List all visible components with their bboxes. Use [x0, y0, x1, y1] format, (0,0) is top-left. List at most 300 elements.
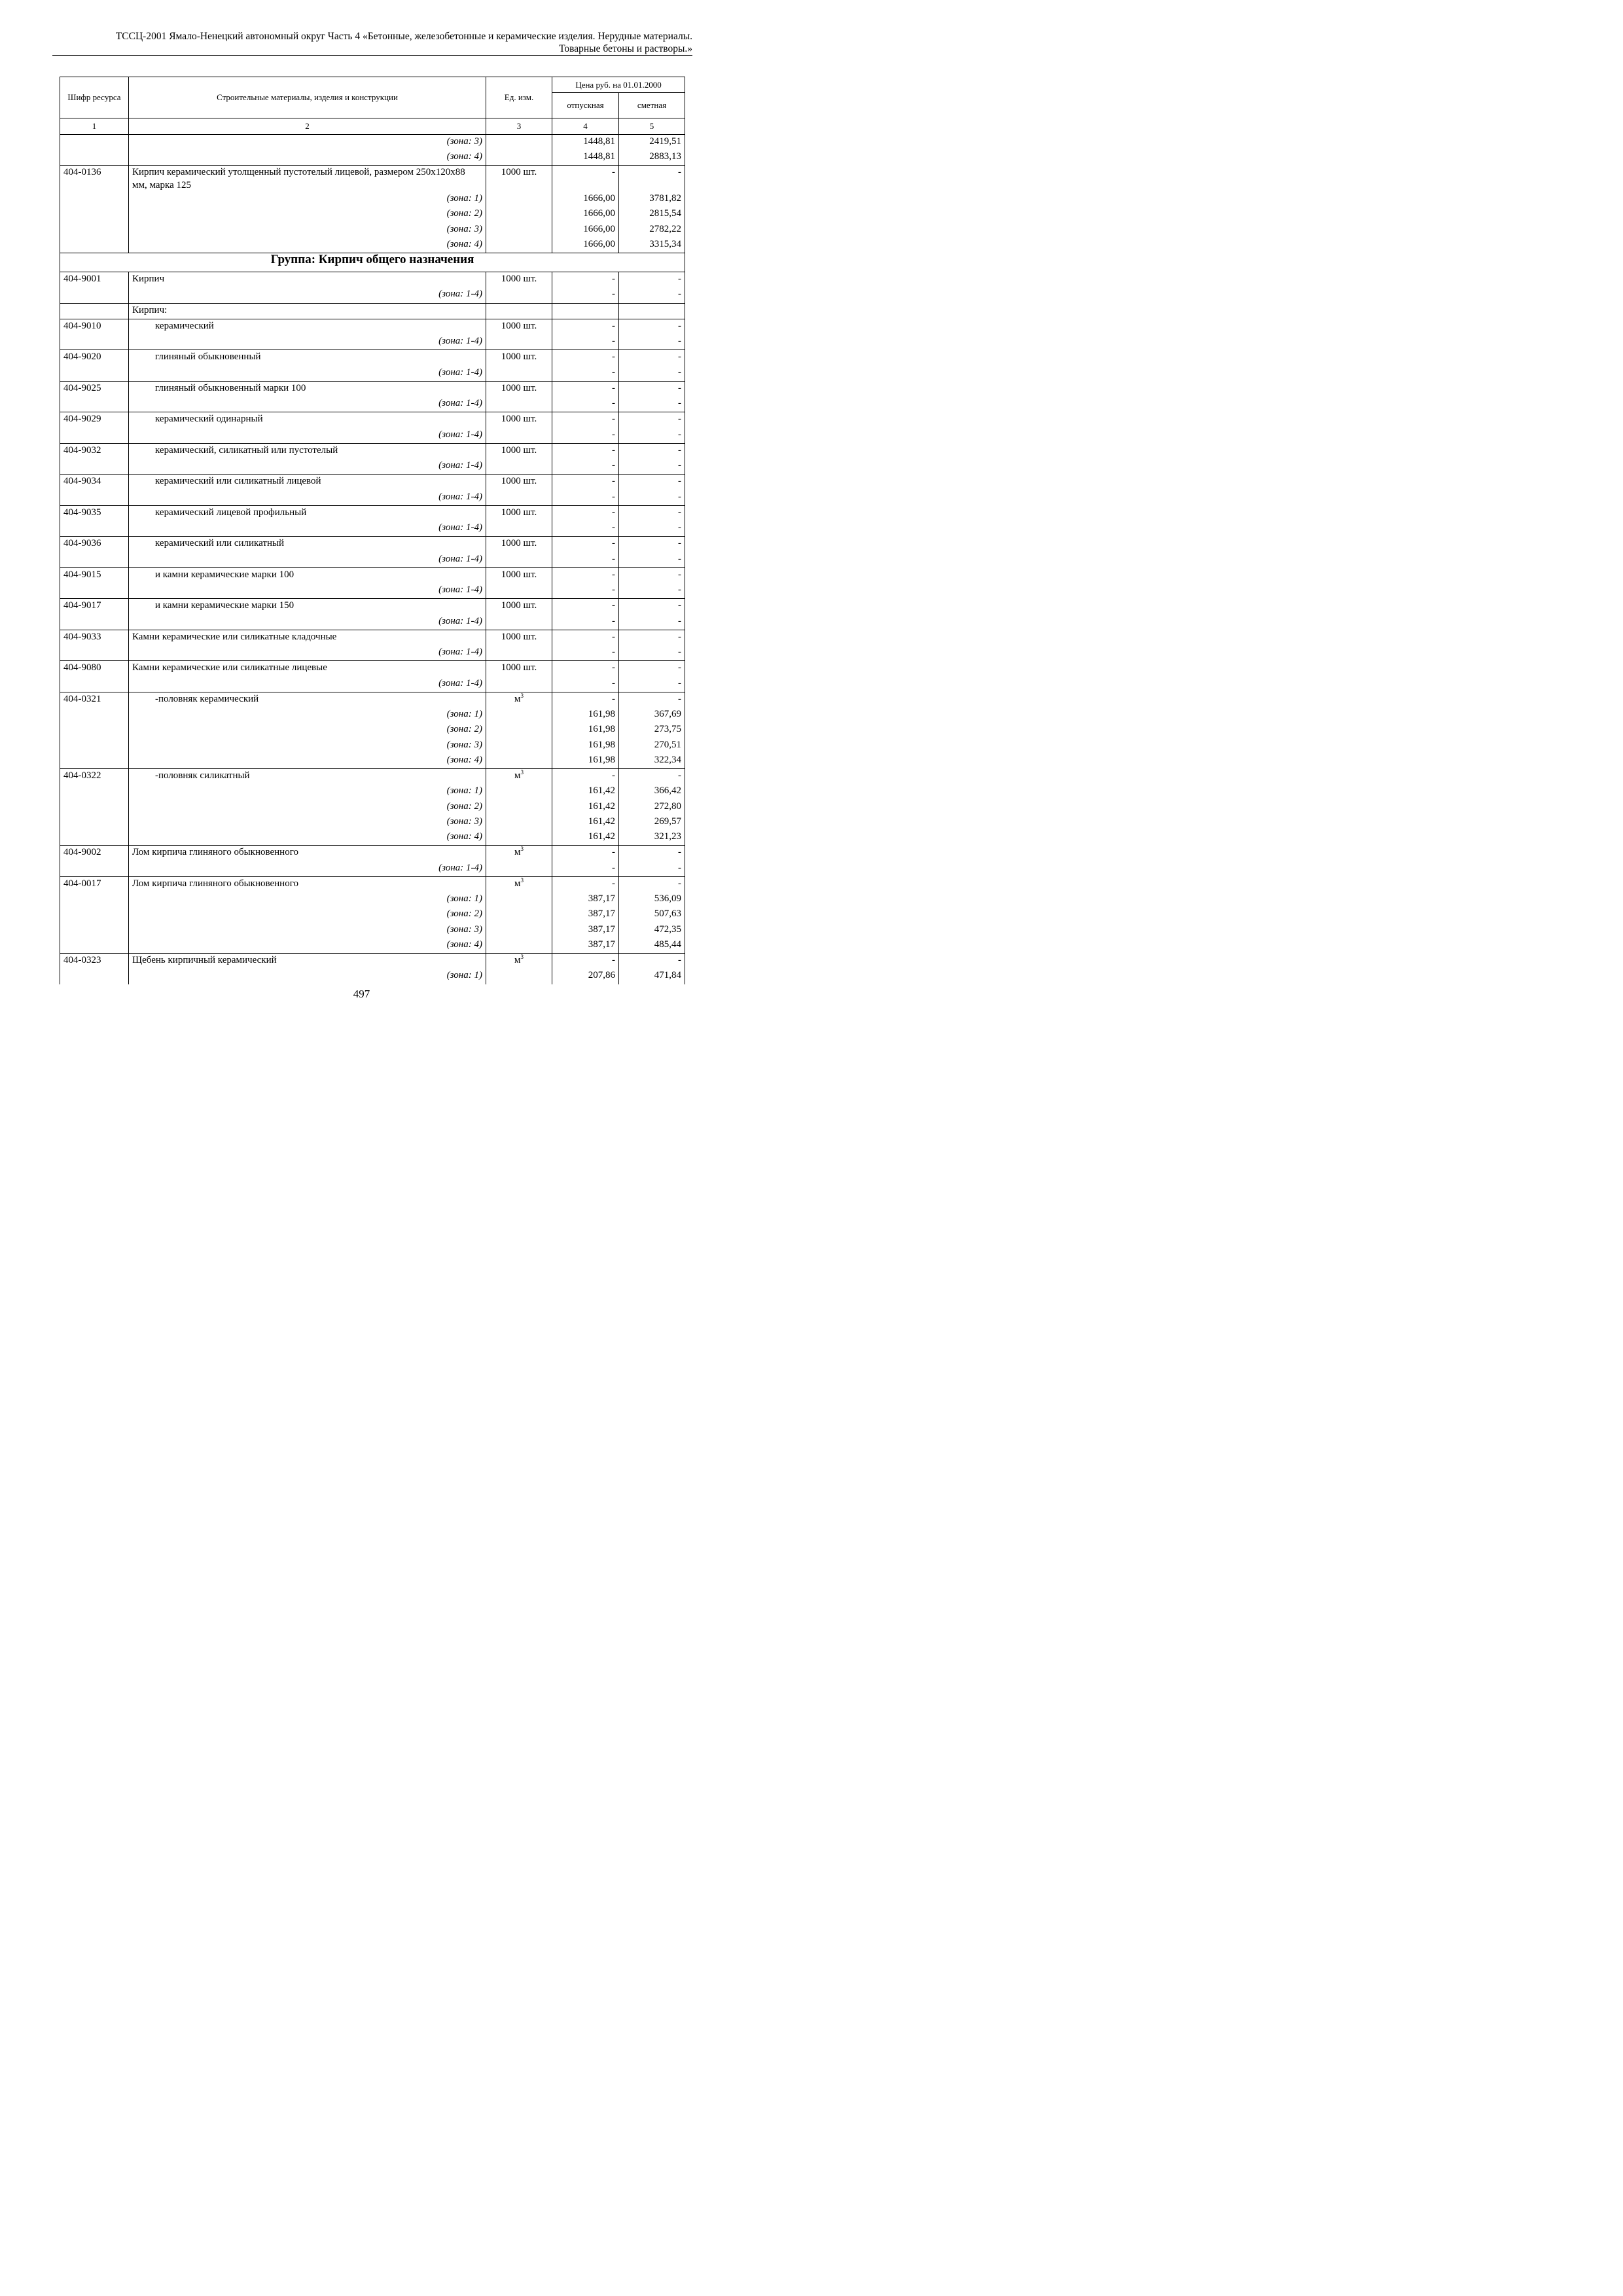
material-name: -половняк силикатный — [129, 769, 486, 785]
zone-label: (зона: 3) — [129, 738, 486, 753]
table-row — [60, 800, 685, 815]
release-price: 207,86 — [552, 969, 619, 984]
estimate-price: 3315,34 — [619, 238, 685, 253]
head-n2: 2 — [129, 118, 486, 134]
release-price: - — [552, 645, 619, 661]
unit-exponent: 3 — [520, 876, 524, 884]
zone-label: (зона: 1-4) — [129, 397, 486, 412]
estimate-price — [619, 303, 685, 319]
resource-code: 404-9080 — [60, 661, 129, 677]
unit — [486, 738, 552, 753]
resource-code — [60, 969, 129, 984]
estimate-price: - — [619, 381, 685, 397]
release-price: - — [552, 599, 619, 615]
table-row — [60, 428, 685, 444]
resource-code — [60, 800, 129, 815]
table-row — [60, 923, 685, 938]
unit — [486, 923, 552, 938]
estimate-price: 270,51 — [619, 738, 685, 753]
release-price: 387,17 — [552, 892, 619, 907]
estimate-price: - — [619, 475, 685, 490]
unit: 1000 шт. — [486, 381, 552, 397]
release-price: - — [552, 521, 619, 537]
estimate-price: - — [619, 630, 685, 645]
table-row — [60, 723, 685, 738]
material-name: и камни керамические марки 100 — [129, 567, 486, 583]
resource-code — [60, 923, 129, 938]
zone-label: (зона: 1-4) — [129, 861, 486, 877]
estimate-price: 367,69 — [619, 708, 685, 723]
resource-code — [60, 830, 129, 846]
material-name: Лом кирпича глиняного обыкновенного — [129, 876, 486, 892]
unit — [486, 784, 552, 799]
resource-code — [60, 397, 129, 412]
unit — [486, 938, 552, 954]
head-n4: 4 — [552, 118, 619, 134]
table-row — [60, 537, 685, 552]
resource-code — [60, 738, 129, 753]
resource-code — [60, 238, 129, 253]
estimate-price: - — [619, 567, 685, 583]
estimate-price: 485,44 — [619, 938, 685, 954]
unit — [486, 428, 552, 444]
release-price: 161,98 — [552, 753, 619, 769]
zone-label: (зона: 4) — [129, 938, 486, 954]
unit — [486, 645, 552, 661]
table-row — [60, 397, 685, 412]
zone-label: (зона: 1) — [129, 708, 486, 723]
unit — [486, 397, 552, 412]
release-price: 387,17 — [552, 907, 619, 922]
zone-label: (зона: 1) — [129, 892, 486, 907]
zone-label: (зона: 1-4) — [129, 334, 486, 350]
group-title: Группа: Кирпич общего назначения — [60, 253, 685, 272]
zone-label: (зона: 3) — [129, 815, 486, 830]
resource-code — [60, 615, 129, 630]
release-price: 161,42 — [552, 784, 619, 799]
resource-code — [60, 521, 129, 537]
resource-code: 404-9020 — [60, 350, 129, 366]
unit: 1000 шт. — [486, 475, 552, 490]
table-row — [60, 876, 685, 892]
unit — [486, 753, 552, 769]
release-price: - — [552, 166, 619, 192]
estimate-price: 269,57 — [619, 815, 685, 830]
unit: 1000 шт. — [486, 630, 552, 645]
resource-code — [60, 815, 129, 830]
estimate-price: - — [619, 645, 685, 661]
resource-code — [60, 677, 129, 692]
table-row — [60, 567, 685, 583]
estimate-price: - — [619, 846, 685, 861]
material-name: Щебень кирпичный керамический — [129, 954, 486, 969]
zone-label: (зона: 1-4) — [129, 583, 486, 599]
material-name: керамический, силикатный или пустотелый — [129, 443, 486, 459]
unit — [486, 223, 552, 238]
resource-code — [60, 892, 129, 907]
release-price: - — [552, 583, 619, 599]
resource-code — [60, 753, 129, 769]
resource-code — [60, 192, 129, 207]
release-price: - — [552, 490, 619, 506]
unit: 1000 шт. — [486, 412, 552, 428]
head-unit: Ед. изм. — [486, 77, 552, 118]
table-row — [60, 475, 685, 490]
estimate-price: - — [619, 552, 685, 568]
release-price: - — [552, 428, 619, 444]
resource-code: 404-9015 — [60, 567, 129, 583]
zone-label: (зона: 4) — [129, 830, 486, 846]
unit: 1000 шт. — [486, 567, 552, 583]
zone-label: (зона: 2) — [129, 800, 486, 815]
estimate-price: - — [619, 615, 685, 630]
table-row — [60, 334, 685, 350]
zone-label: (зона: 1-4) — [129, 521, 486, 537]
zone-label: (зона: 1-4) — [129, 552, 486, 568]
zone-label: (зона: 4) — [129, 238, 486, 253]
material-name: керамический одинарный — [129, 412, 486, 428]
release-price: - — [552, 615, 619, 630]
estimate-price: - — [619, 599, 685, 615]
table-row — [60, 583, 685, 599]
resource-code — [60, 459, 129, 475]
table-row — [60, 490, 685, 506]
material-name: глиняный обыкновенный марки 100 — [129, 381, 486, 397]
resource-code: 404-9001 — [60, 272, 129, 288]
release-price: 1448,81 — [552, 150, 619, 166]
material-name: Кирпич — [129, 272, 486, 288]
estimate-price: - — [619, 319, 685, 334]
estimate-price: 2815,54 — [619, 207, 685, 222]
resource-code: 404-9035 — [60, 505, 129, 521]
table-row — [60, 753, 685, 769]
unit — [486, 861, 552, 877]
release-price: 387,17 — [552, 938, 619, 954]
zone-label: (зона: 1-4) — [129, 615, 486, 630]
resource-code — [60, 428, 129, 444]
estimate-price: 2883,13 — [619, 150, 685, 166]
head-estimate: сметная — [619, 93, 685, 118]
unit: 1000 шт. — [486, 319, 552, 334]
zone-label: (зона: 4) — [129, 753, 486, 769]
head-n3: 3 — [486, 118, 552, 134]
release-price: 161,42 — [552, 800, 619, 815]
material-name: керамический — [129, 319, 486, 334]
material-name: Камни керамические или силикатные кладочные — [129, 630, 486, 645]
table-row — [60, 505, 685, 521]
estimate-price: - — [619, 954, 685, 969]
table-row — [60, 166, 685, 192]
table-row — [60, 521, 685, 537]
resource-code: 404-0017 — [60, 876, 129, 892]
resource-code: 404-9034 — [60, 475, 129, 490]
release-price: 1666,00 — [552, 207, 619, 222]
resource-code — [60, 723, 129, 738]
table-row — [60, 954, 685, 969]
material-name: керамический или силикатный — [129, 537, 486, 552]
unit: 1000 шт. — [486, 350, 552, 366]
unit — [486, 287, 552, 303]
unit — [486, 615, 552, 630]
table-row — [60, 192, 685, 207]
table-row — [60, 769, 685, 785]
unit — [486, 815, 552, 830]
release-price: - — [552, 443, 619, 459]
resource-code — [60, 303, 129, 319]
release-price: - — [552, 567, 619, 583]
table-row — [60, 599, 685, 615]
unit: 1000 шт. — [486, 599, 552, 615]
table-row — [60, 443, 685, 459]
estimate-price: - — [619, 287, 685, 303]
release-price: - — [552, 661, 619, 677]
estimate-price: 272,80 — [619, 800, 685, 815]
table-row — [60, 630, 685, 645]
resource-code — [60, 861, 129, 877]
unit: 1000 шт. — [486, 537, 552, 552]
resource-code — [60, 334, 129, 350]
table-row — [60, 938, 685, 954]
material-name: Лом кирпича глиняного обыкновенного — [129, 846, 486, 861]
resource-code — [60, 708, 129, 723]
estimate-price: - — [619, 677, 685, 692]
unit — [486, 366, 552, 382]
estimate-price: 321,23 — [619, 830, 685, 846]
release-price: - — [552, 954, 619, 969]
table-row — [60, 815, 685, 830]
page-number: 497 — [353, 988, 370, 1000]
release-price: - — [552, 287, 619, 303]
zone-label: (зона: 1) — [129, 192, 486, 207]
table-row — [60, 692, 685, 708]
estimate-price: 322,34 — [619, 753, 685, 769]
zone-label: (зона: 1) — [129, 969, 486, 984]
estimate-price: - — [619, 272, 685, 288]
release-price: - — [552, 350, 619, 366]
table-row — [60, 830, 685, 846]
zone-label: (зона: 2) — [129, 907, 486, 922]
unit — [486, 800, 552, 815]
table-row — [60, 969, 685, 984]
release-price: - — [552, 272, 619, 288]
estimate-price: - — [619, 350, 685, 366]
unit — [486, 583, 552, 599]
release-price: 1666,00 — [552, 192, 619, 207]
head-name: Строительные материалы, изделия и конструкции — [129, 77, 486, 118]
unit — [486, 134, 552, 150]
release-price: - — [552, 692, 619, 708]
estimate-price: - — [619, 876, 685, 892]
resource-code — [60, 223, 129, 238]
material-name: глиняный обыкновенный — [129, 350, 486, 366]
unit — [486, 334, 552, 350]
release-price: 161,98 — [552, 708, 619, 723]
release-price: 387,17 — [552, 923, 619, 938]
release-price: - — [552, 769, 619, 785]
table-row — [60, 861, 685, 877]
release-price: 1666,00 — [552, 223, 619, 238]
estimate-price: - — [619, 521, 685, 537]
unit: 1000 шт. — [486, 505, 552, 521]
estimate-price: 536,09 — [619, 892, 685, 907]
unit — [486, 490, 552, 506]
release-price: 161,42 — [552, 830, 619, 846]
resource-code — [60, 907, 129, 922]
estimate-price: - — [619, 769, 685, 785]
zone-label: (зона: 3) — [129, 223, 486, 238]
unit — [486, 723, 552, 738]
resource-code — [60, 150, 129, 166]
resource-code: 404-0322 — [60, 769, 129, 785]
resource-code — [60, 287, 129, 303]
release-price: 161,42 — [552, 815, 619, 830]
unit — [486, 150, 552, 166]
zone-label: (зона: 1-4) — [129, 677, 486, 692]
estimate-price: 2419,51 — [619, 134, 685, 150]
price-table — [60, 77, 685, 984]
table-body — [60, 134, 685, 984]
unit — [486, 207, 552, 222]
release-price: - — [552, 505, 619, 521]
release-price: 1448,81 — [552, 134, 619, 150]
running-header — [52, 30, 692, 55]
resource-code: 404-0136 — [60, 166, 129, 192]
unit — [486, 892, 552, 907]
resource-code — [60, 938, 129, 954]
table-row — [60, 846, 685, 861]
header-rule — [52, 55, 692, 56]
head-n1: 1 — [60, 118, 129, 134]
release-price: - — [552, 366, 619, 382]
unit-exponent: 3 — [520, 769, 524, 776]
release-price: - — [552, 334, 619, 350]
estimate-price: - — [619, 397, 685, 412]
estimate-price: 2782,22 — [619, 223, 685, 238]
unit — [486, 830, 552, 846]
zone-label: (зона: 2) — [129, 723, 486, 738]
material-name: керамический лицевой профильный — [129, 505, 486, 521]
estimate-price: 3781,82 — [619, 192, 685, 207]
header-line-2: Товарные бетоны и растворы.» — [559, 43, 692, 54]
table-row — [60, 150, 685, 166]
material-name: Кирпич: — [129, 303, 486, 319]
estimate-price: - — [619, 490, 685, 506]
unit — [486, 521, 552, 537]
estimate-price: 472,35 — [619, 923, 685, 938]
resource-code: 404-9036 — [60, 537, 129, 552]
table-row — [60, 907, 685, 922]
resource-code — [60, 583, 129, 599]
material-name: и камни керамические марки 150 — [129, 599, 486, 615]
table-row — [60, 615, 685, 630]
estimate-price: - — [619, 443, 685, 459]
table-row — [60, 645, 685, 661]
table-row — [60, 784, 685, 799]
release-price: - — [552, 537, 619, 552]
head-code: Шифр ресурса — [60, 77, 129, 118]
estimate-price: - — [619, 412, 685, 428]
zone-label: (зона: 3) — [129, 923, 486, 938]
resource-code: 404-9002 — [60, 846, 129, 861]
resource-code — [60, 134, 129, 150]
zone-label: (зона: 1-4) — [129, 366, 486, 382]
unit — [486, 708, 552, 723]
estimate-price: - — [619, 861, 685, 877]
group-row — [60, 253, 685, 272]
estimate-price: 366,42 — [619, 784, 685, 799]
table-row — [60, 207, 685, 222]
estimate-price: - — [619, 583, 685, 599]
unit: $м^3$ — [486, 692, 552, 708]
table-row — [60, 738, 685, 753]
unit: 1000 шт. — [486, 443, 552, 459]
unit — [486, 459, 552, 475]
resource-code — [60, 784, 129, 799]
head-release: отпускная — [552, 93, 619, 118]
unit-exponent: 3 — [520, 692, 524, 699]
unit — [486, 677, 552, 692]
unit-exponent: 3 — [520, 954, 524, 960]
zone-label: (зона: 3) — [129, 134, 486, 150]
table-row — [60, 412, 685, 428]
release-price: - — [552, 319, 619, 334]
header-line-1: ТССЦ-2001 Ямало-Ненецкий автономный округ Часть 4 «Бетонные, железобетонные и керамические изделия. Нерудные материалы. — [115, 31, 692, 42]
estimate-price: 507,63 — [619, 907, 685, 922]
table-row — [60, 350, 685, 366]
unit — [486, 552, 552, 568]
release-price: 161,98 — [552, 723, 619, 738]
resource-code: 404-9017 — [60, 599, 129, 615]
estimate-price: 471,84 — [619, 969, 685, 984]
zone-label: (зона: 1-4) — [129, 645, 486, 661]
table-row — [60, 287, 685, 303]
unit: $м^3$ — [486, 846, 552, 861]
estimate-price: - — [619, 537, 685, 552]
estimate-price: - — [619, 334, 685, 350]
table-row — [60, 134, 685, 150]
resource-code — [60, 207, 129, 222]
table-row — [60, 272, 685, 288]
estimate-price: 273,75 — [619, 723, 685, 738]
material-name: керамический или силикатный лицевой — [129, 475, 486, 490]
resource-code — [60, 552, 129, 568]
resource-code: 404-9025 — [60, 381, 129, 397]
release-price: - — [552, 861, 619, 877]
table-row — [60, 661, 685, 677]
release-price: - — [552, 397, 619, 412]
resource-code — [60, 645, 129, 661]
resource-code — [60, 366, 129, 382]
table-row — [60, 319, 685, 334]
release-price: - — [552, 630, 619, 645]
resource-code: 404-9033 — [60, 630, 129, 645]
unit-exponent: 3 — [520, 846, 524, 853]
table-row — [60, 366, 685, 382]
release-price: - — [552, 876, 619, 892]
resource-code: 404-9032 — [60, 443, 129, 459]
zone-label: (зона: 1-4) — [129, 459, 486, 475]
unit — [486, 907, 552, 922]
release-price — [552, 303, 619, 319]
zone-label: (зона: 2) — [129, 207, 486, 222]
unit — [486, 303, 552, 319]
zone-label: (зона: 1-4) — [129, 490, 486, 506]
unit — [486, 192, 552, 207]
table-row — [60, 223, 685, 238]
unit: 1000 шт. — [486, 166, 552, 192]
release-price: - — [552, 677, 619, 692]
release-price: - — [552, 459, 619, 475]
